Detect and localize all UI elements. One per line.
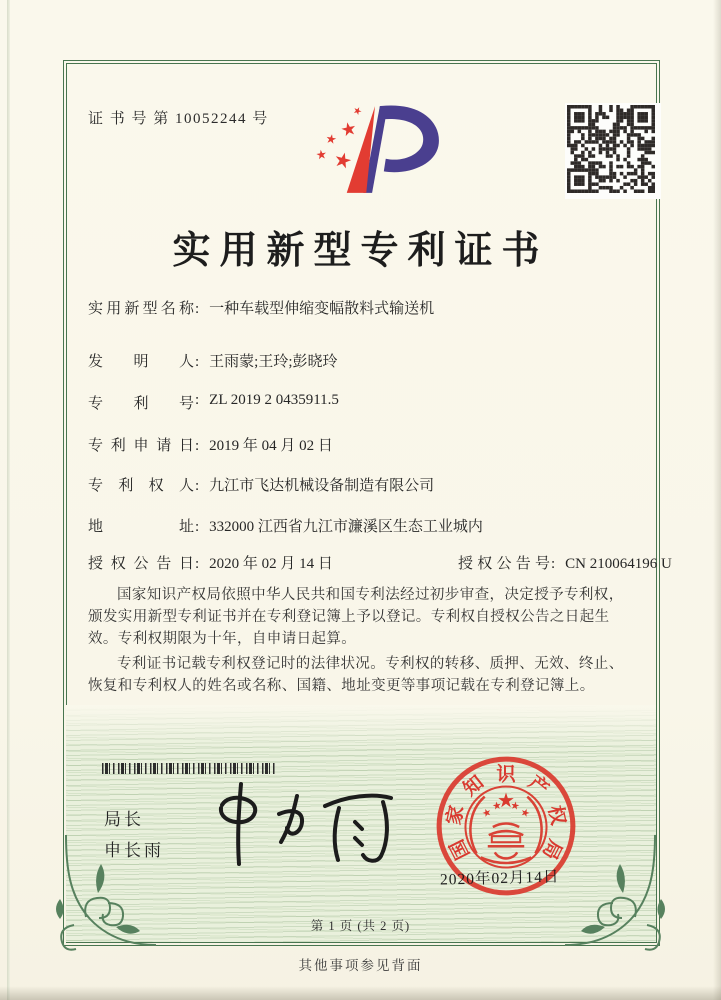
svg-text:局: 局 <box>537 835 566 863</box>
field-row-patentee: 专利权人: 九江市飞达机械设备制造有限公司 <box>88 474 434 495</box>
director-signature <box>205 778 405 870</box>
corner-flourish-right-icon <box>563 833 675 953</box>
field-label: 专利申请日 <box>88 438 194 454</box>
field-value: 一种车载型伸缩变幅散料式输送机 <box>209 301 435 317</box>
svg-text:权: 权 <box>543 803 569 827</box>
director-name: 申长雨 <box>104 841 164 860</box>
director-title: 局长 <box>104 810 144 829</box>
field-label: 授权公告日 <box>88 556 194 572</box>
field-value: ZL 2019 2 0435911.5 <box>209 392 339 408</box>
cnipa-logo-icon <box>298 99 454 197</box>
field-label: 实用新型名称 <box>88 301 194 317</box>
field-row-inventors: 发明人: 王雨蒙;王玲;彭晓玲 <box>88 350 338 371</box>
svg-text:产: 产 <box>524 772 553 801</box>
corner-flourish-left-icon <box>46 833 158 953</box>
field-grant-no: 授权公告号: CN 210064196 U <box>458 552 672 573</box>
svg-text:知: 知 <box>459 772 488 801</box>
certificate-title: 实用新型专利证书 <box>172 230 549 272</box>
field-label: 地址 <box>88 519 194 535</box>
legal-text <box>88 584 635 700</box>
svg-text:家: 家 <box>443 803 469 827</box>
field-value: 2019 年 04 月 02 日 <box>209 438 333 454</box>
field-label: 专利权人 <box>88 478 194 494</box>
field-value: 王雨蒙;王玲;彭晓玲 <box>209 354 338 370</box>
field-row-filing-date: 专利申请日: 2019 年 04 月 02 日 <box>88 434 333 455</box>
svg-text:识: 识 <box>496 764 516 786</box>
legal-paragraph-2: 专利证书记载专利权登记时的法律状况。专利权的转移、质押、无效、终止、恢复和专利权人的姓名或名称、国籍、地址变更等事项记载在专利登记簿上。 <box>88 656 624 694</box>
seal-date: 2020年02月14日 <box>439 868 560 889</box>
field-label: 专利号 <box>88 396 194 412</box>
field-label: 发明人 <box>88 354 194 370</box>
barcode <box>102 763 278 774</box>
back-side-note: 其他事项参见背面 <box>298 958 423 973</box>
field-row-grant: 授权公告日: 2020 年 02 月 14 日 授权公告号: CN 210064196 U <box>88 552 333 573</box>
scan-edge-right <box>713 0 721 1000</box>
page-number: 第 1 页 (共 2 页) <box>310 919 411 933</box>
field-value: 332000 江西省九江市濂溪区生态工业城内 <box>209 519 483 535</box>
field-value: 九江市飞达机械设备制造有限公司 <box>209 478 435 494</box>
scan-edge-bottom <box>0 986 721 1000</box>
certificate-number: 证 书 号 第 10052244 号 <box>88 111 269 127</box>
field-row-address: 地址: 332000 江西省九江市濂溪区生态工业城内 <box>88 515 483 536</box>
field-row-name: 实用新型名称: 一种车载型伸缩变幅散料式输送机 <box>88 297 434 318</box>
field-row-patent-no: 专利号: ZL 2019 2 0435911.5 <box>88 392 339 412</box>
field-value: CN 210064196 U <box>565 556 672 572</box>
legal-paragraph-1: 国家知识产权局依照中华人民共和国专利法经过初步审查，决定授予专利权，颁发实用新型专利证书并在专利登记簿上予以登记。专利权自授权公告之日起生效。专利权期限为十年，自申请日起算。 <box>88 587 624 647</box>
qr-code <box>565 103 661 199</box>
scan-edge-left <box>7 0 10 1000</box>
svg-text:国: 国 <box>446 835 475 863</box>
field-value: 2020 年 02 月 14 日 <box>209 556 333 572</box>
field-label: 授权公告号 <box>458 556 550 572</box>
